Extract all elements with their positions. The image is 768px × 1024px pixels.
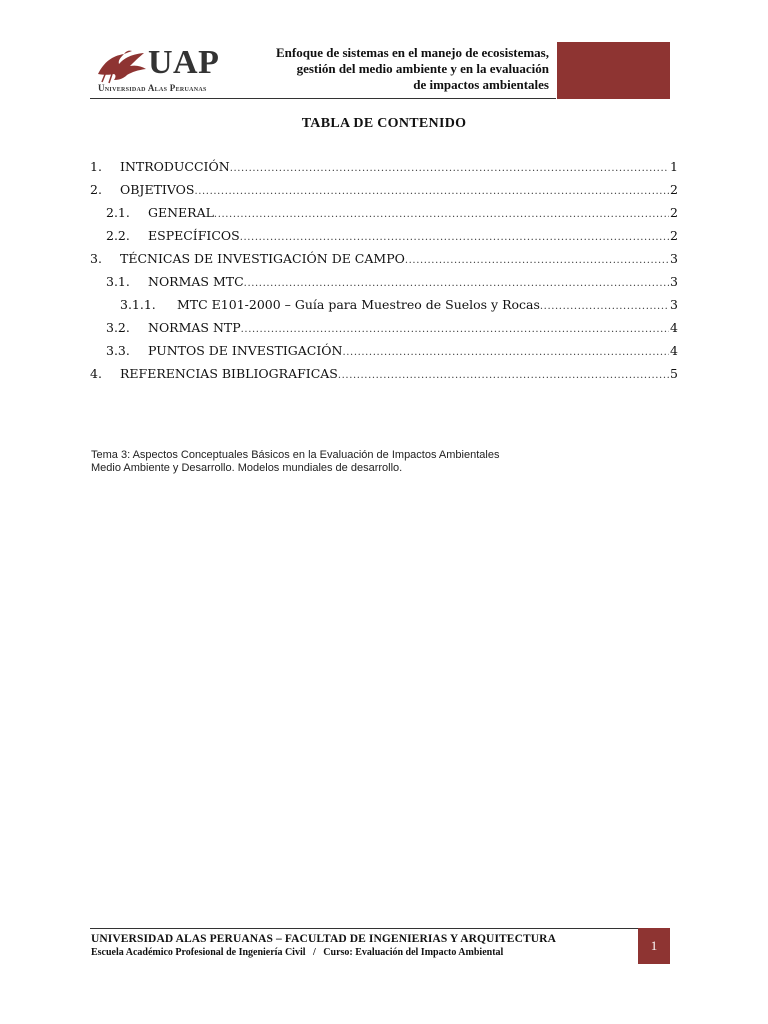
page-number-box [638, 928, 670, 964]
title-line-1: Enfoque de sistemas en el manejo de ecosistemas, [276, 45, 549, 60]
toc-leader-dots [241, 318, 669, 341]
toc-entry-page: 5 [670, 366, 678, 381]
toc-entry-page: 4 [670, 320, 678, 335]
toc-entry-page: 3 [670, 297, 678, 312]
toc-entry-number: 3.1.1. [120, 297, 156, 312]
table-of-contents [90, 155, 678, 385]
toc-leader-dots [194, 180, 669, 203]
footer-divider [90, 928, 638, 929]
toc-leader-dots [342, 341, 669, 364]
toc-entry-number: 3.1. [106, 274, 130, 289]
toc-leader-dots [405, 249, 669, 272]
toc-entry-label: MTC E101-2000 – Guía para Muestreo de Suelos y Rocas [177, 297, 540, 312]
toc-entry-number: 2.1. [106, 205, 130, 220]
page-header [90, 42, 670, 99]
toc-leader-dots [540, 295, 669, 318]
toc-leader-dots [214, 203, 669, 226]
toc-entry-page: 4 [670, 343, 678, 358]
toc-entry-label: PUNTOS DE INVESTIGACIÓN [148, 343, 343, 358]
toc-entry-label: TÉCNICAS DE INVESTIGACIÓN DE CAMPO [120, 251, 405, 266]
toc-entry-page: 3 [670, 274, 678, 289]
note-line-1: Tema 3: Aspectos Conceptuales Básicos en la Evaluación de Impactos Ambientales [91, 449, 500, 461]
toc-leader-dots [244, 272, 669, 295]
toc-entry-number: 3.3. [106, 343, 130, 358]
toc-entry-label: GENERAL [148, 205, 214, 220]
toc-entry-introduccion[interactable] [90, 155, 678, 178]
toc-entry-label: NORMAS MTC [148, 274, 244, 289]
toc-entry-number: 2. [90, 182, 102, 197]
toc-entry-mtc-e101[interactable] [90, 293, 678, 316]
note-line-2: Medio Ambiente y Desarrollo. Modelos mundiales de desarrollo. [91, 462, 403, 474]
toc-leader-dots [240, 226, 669, 249]
toc-entry-label: REFERENCIAS BIBLIOGRAFICAS [120, 366, 338, 381]
toc-entry-label: INTRODUCCIÓN [120, 159, 230, 174]
toc-leader-dots [230, 157, 669, 180]
toc-entry-page: 2 [670, 182, 678, 197]
toc-entry-number: 4. [90, 366, 102, 381]
title-line-2: gestión del medio ambiente y en la evaluación [296, 61, 549, 76]
toc-entry-page: 2 [670, 205, 678, 220]
toc-entry-normas-mtc[interactable] [90, 270, 678, 293]
logo-subtitle: Universidad Alas Peruanas [98, 83, 207, 93]
topic-note [91, 449, 499, 475]
toc-entry-label: ESPECÍFICOS [148, 228, 240, 243]
toc-entry-page: 3 [670, 251, 678, 266]
header-accent-box [557, 42, 670, 99]
toc-entry-page: 2 [670, 228, 678, 243]
document-title [219, 45, 549, 93]
title-line-3: de impactos ambientales [413, 77, 549, 92]
toc-entry-referencias[interactable] [90, 362, 678, 385]
bird-logo-icon [94, 48, 150, 84]
page-number: 1 [650, 938, 658, 953]
toc-entry-especificos[interactable] [90, 224, 678, 247]
toc-entry-objetivos[interactable] [90, 178, 678, 201]
footer-institution: UNIVERSIDAD ALAS PERUANAS – FACULTAD DE INGENIERIAS Y ARQUITECTURA [91, 933, 556, 945]
toc-entry-label: NORMAS NTP [148, 320, 241, 335]
page-footer [90, 928, 670, 964]
toc-entry-page: 1 [670, 159, 678, 174]
toc-entry-puntos[interactable] [90, 339, 678, 362]
footer-course: Escuela Académico Profesional de Ingeniería Civil / Curso: Evaluación del Impacto Ambiental [91, 947, 504, 958]
toc-leader-dots [338, 364, 669, 387]
toc-entry-number: 2.2. [106, 228, 130, 243]
toc-entry-number: 3.2. [106, 320, 130, 335]
toc-entry-number: 3. [90, 251, 102, 266]
toc-entry-normas-ntp[interactable] [90, 316, 678, 339]
toc-entry-tecnicas[interactable] [90, 247, 678, 270]
toc-entry-number: 1. [90, 159, 102, 174]
toc-entry-label: OBJETIVOS [120, 182, 195, 197]
toc-heading: TABLA DE CONTENIDO [301, 116, 467, 131]
toc-entry-general[interactable] [90, 201, 678, 224]
header-divider [90, 98, 556, 99]
logo-wordmark: UAP [148, 44, 220, 81]
